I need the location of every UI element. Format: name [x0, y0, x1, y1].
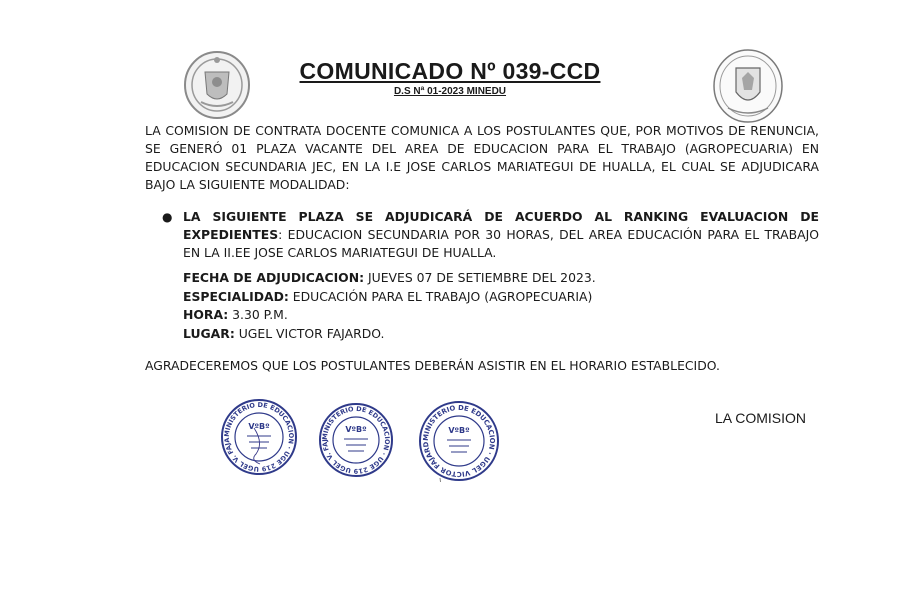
details-block — [183, 269, 683, 343]
detail-row-time — [183, 306, 683, 325]
detail-value: 3.30 P.M. — [228, 307, 288, 323]
detail-label: ESPECIALIDAD: — [183, 288, 289, 304]
detail-row-place — [183, 325, 683, 344]
stamp-vb: VºBº — [248, 422, 270, 431]
detail-row-date — [183, 269, 683, 288]
stamp-ring-text: MINISTERIO DE EDUCACION · UGEL VICTOR FAJARD — [421, 403, 497, 479]
stamp-vb: VºBº — [345, 425, 367, 434]
detail-row-specialty — [183, 288, 683, 307]
detail-label: LUGAR: — [183, 325, 235, 341]
shield-seal-icon — [712, 48, 784, 124]
stamp-ring-text: MINISTERIO DE EDUCACION · UGE 219 UGEL V. FAJA — [222, 400, 296, 474]
detail-value: JUEVES 07 DE SETIEMBRE DEL 2023. — [364, 270, 596, 285]
stamp-ring-text: MINISTERIO DE EDUCACION · UGE 219 UGEL V. FAJ — [320, 404, 392, 476]
bullet-icon: ● — [162, 210, 173, 224]
detail-value: EDUCACIÓN PARA EL TRABAJO (AGROPECUARIA) — [288, 288, 593, 304]
bullet-heading: LA SIGUIENTE PLAZA SE ADJUDICARÁ DE ACUERDO AL RANKING EVALUACION DE EXPEDIENTES — [183, 209, 819, 242]
bullet-text: : EDUCACION SECUNDARIA POR 30 HORAS, DEL AREA EDUCACIÓN PARA EL TRABAJO EN LA II.EE JOSE CARLOS MARIATEGUI DE HUALLA. — [183, 227, 819, 260]
detail-value: UGEL VICTOR FAJARDO. — [234, 325, 385, 341]
signature-label: LA COMISION — [715, 410, 807, 426]
approval-stamp-icon — [318, 402, 394, 478]
stamp-vb: VºBº — [448, 426, 470, 435]
page-title: COMUNICADO Nº 039-CCD — [299, 58, 601, 84]
approval-stamp-icon — [418, 400, 500, 482]
detail-label: FECHA DE ADJUDICACION: — [183, 270, 365, 285]
intro-paragraph: LA COMISION DE CONTRATA DOCENTE COMUNICA A LOS POSTULANTES QUE, POR MOTIVOS DE RENUNCIA, SE GENERÓ 01 PLAZA VACANTE DEL AREA DE EDUCACION PARA EL TRABAJO (AGROPECUARIA) EN EDUCACION SECUNDARIA JEC, EN LA I.E JOSE CARLOS MARIATEGUI DE HUALLA, EL CUAL SE ADJUDICARA BAJO LA SIGUIENTE MODALIDAD: — [145, 123, 819, 192]
page-subtitle: D.S Nª 01-2023 MINEDU — [393, 86, 507, 97]
detail-label: HORA: — [183, 307, 229, 323]
closing-text: AGRADECEREMOS QUE LOS POSTULANTES DEBERÁN ASISTIR EN EL HORARIO ESTABLECIDO. — [145, 358, 720, 373]
bullet-item — [183, 208, 819, 262]
approval-stamp-icon — [220, 398, 298, 476]
